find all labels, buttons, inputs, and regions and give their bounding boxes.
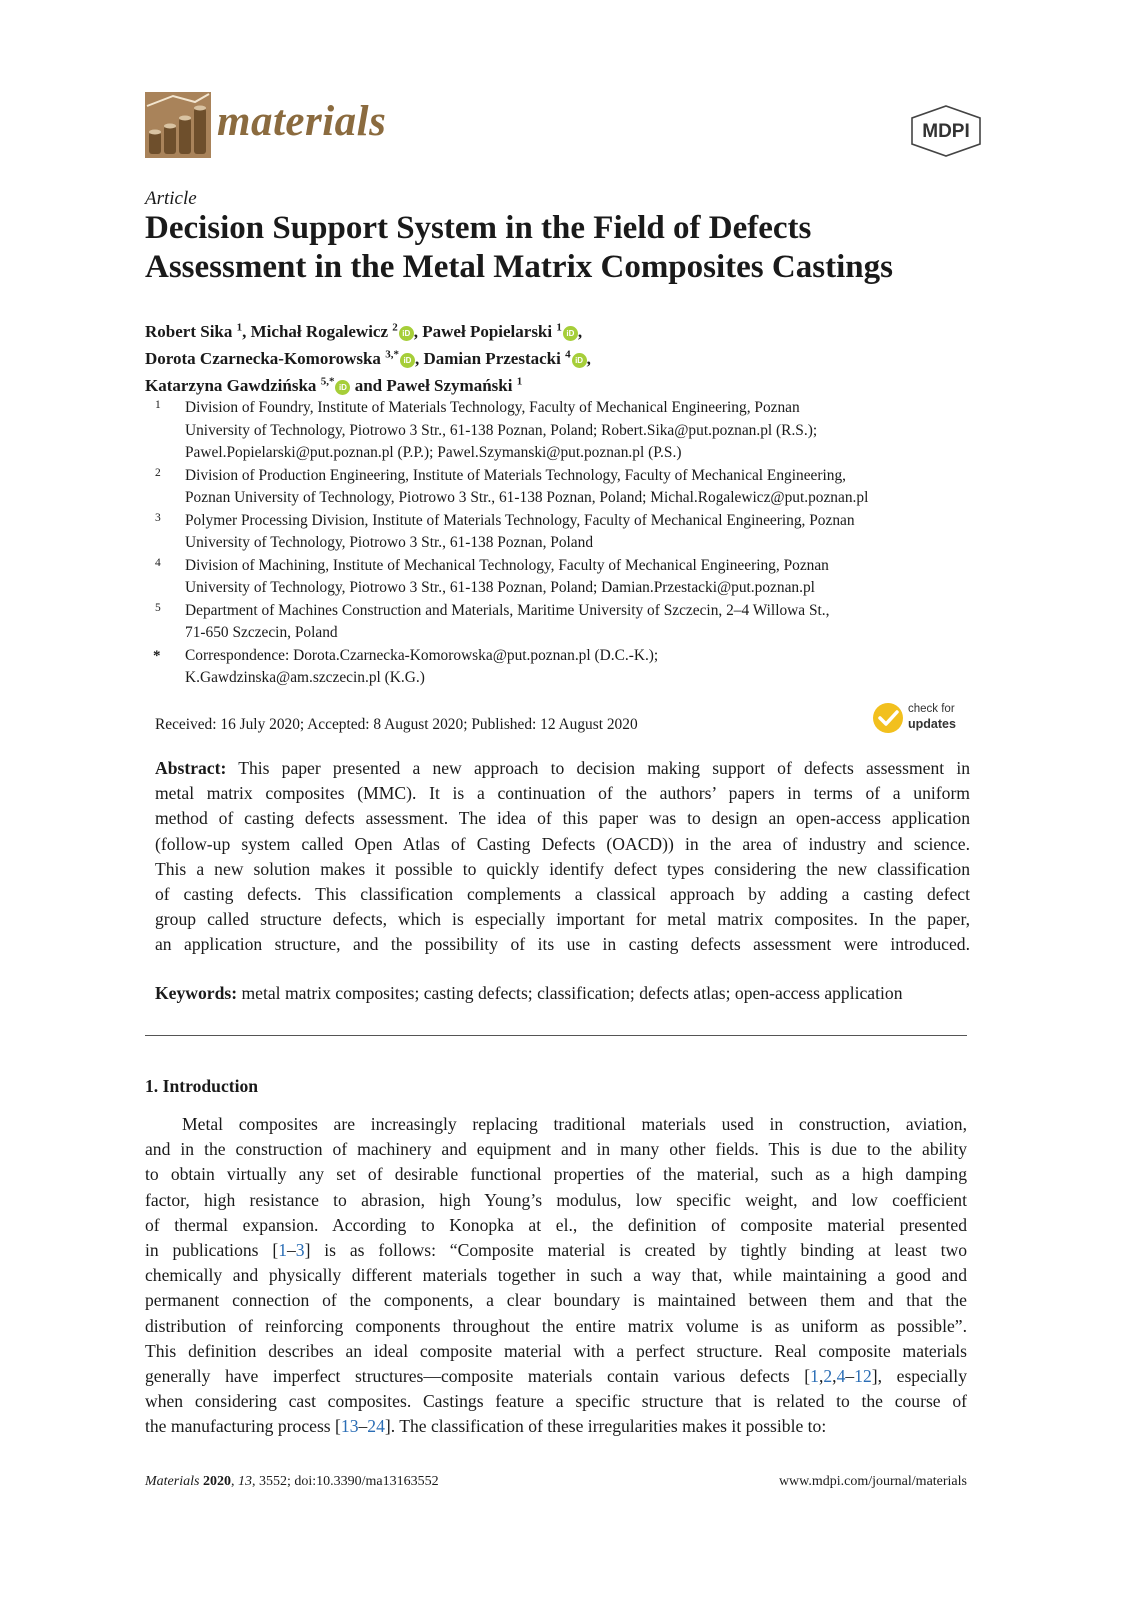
affiliation-item: 5 Department of Machines Construction and Materials, Maritime University of Szczecin, 2–4 Willowa St., 71-650 Szczecin, Poland — [150, 600, 1000, 645]
footer-citation: Materials 2020, 13, 3552; doi:10.3390/ma13163552 — [145, 1474, 439, 1489]
abstract-line: Abstract: This paper presented a new approach to decision making support of defects assessment in — [155, 758, 970, 778]
author-list — [145, 318, 1005, 399]
affiliation-item: 4 Division of Machining, Institute of Mechanical Technology, Faculty of Mechanical Engineering, Poznan University of Technology, Piotrowo 3 Str., 61-138 Poznan, Poland; Damian.Przestacki@put.poznan.pl — [150, 555, 1000, 600]
paragraph-line: chemically and physically different materials together in such a way that, while maintaining a good and — [145, 1265, 967, 1286]
affiliation-marker: 2 — [155, 466, 161, 479]
abstract — [155, 756, 970, 958]
affiliation-marker: 4 — [155, 556, 161, 569]
check-updates-label: check for — [908, 703, 955, 715]
paragraph-line: generally have imperfect structures—composite materials contain various defects [1,2,4–12], especially — [145, 1366, 967, 1387]
orcid-icon[interactable]: iD — [335, 380, 350, 395]
citation-link[interactable]: 4 — [836, 1366, 846, 1387]
author: Dorota Czarnecka-Komorowska $^{3,*}$iD — [145, 349, 415, 368]
journal-logo-icon — [145, 92, 211, 158]
abstract-line: This a new solution makes it possible to quickly identify defect types considering the new classification — [155, 858, 970, 879]
affiliation-marker: 3 — [155, 511, 161, 524]
paragraph-line: to obtain virtually any set of desirable functional properties of the material, such as a high damping — [145, 1164, 967, 1185]
paragraph-line: when considering cast composites. Castings feature a specific structure that is related to the course of — [145, 1391, 967, 1412]
orcid-icon[interactable]: iD — [400, 353, 415, 368]
abstract-line: method of casting defects assessment. The idea of this paper was to design an open-access application — [155, 808, 970, 829]
abstract-line: an application structure, and the possibility of its use in casting defects assessment were introduced. — [155, 934, 970, 955]
paper-title — [145, 209, 1005, 287]
abstract-line: metal matrix composites (MMC). It is a continuation of the authors’ papers in terms of a uniform — [155, 783, 970, 804]
citation-link[interactable]: 1 — [278, 1240, 287, 1261]
affiliation-item: 3 Polymer Processing Division, Institute of Materials Technology, Faculty of Mechanical Engineering, Poznan University of Technology, Piotrowo 3 Str., 61-138 Poznan, Poland — [150, 510, 1000, 555]
author: Katarzyna Gawdzińska $^{5,*}$iD — [145, 376, 350, 395]
abstract-line: of casting defects. This classification complements a classical approach by adding a casting defect — [155, 884, 970, 905]
citation-link[interactable]: 24 — [367, 1416, 385, 1437]
paragraph-line: and in the construction of machinery and equipment and in many other fields. This is due to the ability — [145, 1139, 967, 1160]
paragraph-line: factor, high resistance to abrasion, high Young’s modulus, low specific weight, and low coefficient — [145, 1189, 967, 1210]
citation-link[interactable]: 2 — [823, 1366, 833, 1387]
author: Damian Przestacki $^4$iD — [423, 349, 586, 368]
author: Paweł Popielarski $^1$iD — [422, 322, 578, 341]
paragraph-line: Metal composites are increasingly replacing traditional materials used in construction, aviation, — [182, 1114, 967, 1134]
journal-name: materials — [217, 98, 387, 145]
section-heading: 1. Introduction — [145, 1076, 259, 1096]
author: Michał Rogalewicz $^2$iD — [251, 322, 414, 341]
keywords-label: Keywords: — [155, 983, 238, 1003]
author-line: Dorota Czarnecka-Komorowska $^{3,*}$iD , Damian Przestacki $^4$iD , — [145, 348, 591, 368]
author: Robert Sika $^1$ — [145, 321, 243, 341]
abstract-line: group called structure defects, which is especially important for metal matrix composites. In the paper, — [155, 909, 970, 930]
paragraph-line: of thermal expansion. According to Konopka at el., the definition of composite material presented — [145, 1214, 967, 1235]
paragraph-line: in publications [1–3] is as follows: “Composite material is created by tightly binding at least two — [145, 1240, 967, 1261]
citation-link[interactable]: 12 — [854, 1366, 872, 1387]
affiliation-marker: 5 — [155, 601, 161, 614]
publisher-name: MDPI — [922, 121, 970, 142]
correspondence-item: * Correspondence: Dorota.Czarnecka-Komorowska@put.poznan.pl (D.C.-K.); K.Gawdzinska@am.szczecin.pl (K.G.) — [153, 646, 659, 686]
affiliation-marker: * — [153, 647, 161, 664]
author: Paweł Szymański $^1$ — [386, 375, 523, 395]
affiliation-item: 2 Division of Production Engineering, Institute of Materials Technology, Faculty of Mechanical Engineering, Poznan University of Technology, Piotrowo 3 Str., 61-138 Poznan, Poland; Michal.Rogalewicz@put.poznan.pl — [150, 465, 1000, 510]
affiliation-item: 1 Division of Foundry, Institute of Materials Technology, Faculty of Mechanical Engineering, Poznan University of Technology, Piotrowo 3 Str., 61-138 Poznan, Poland; Robert.Sika@put.poznan.pl (R.S.); Pawel.Popielarski@put.poznan.pl (P.P.); Pawel.Szymanski@put.poznan.pl (P.S.) — [150, 397, 1000, 465]
orcid-icon[interactable]: iD — [563, 326, 578, 341]
check-updates-label: updates — [908, 717, 956, 731]
affiliation-marker: 1 — [155, 399, 161, 411]
citation-link[interactable]: 3 — [295, 1240, 305, 1261]
paragraph-line: This definition describes an ideal composite material with a perfect structure. Real composite materials — [145, 1340, 967, 1361]
citation-link[interactable]: 13 — [340, 1416, 359, 1437]
publication-dates: Received: 16 July 2020; Accepted: 8 August 2020; Published: 12 August 2020 — [155, 716, 638, 733]
orcid-icon[interactable]: iD — [572, 353, 587, 368]
check-for-updates-button[interactable] — [872, 702, 972, 736]
introduction-body — [145, 1112, 967, 1440]
abstract-label: Abstract: — [155, 758, 227, 778]
author-line: Katarzyna Gawdzińska $^{5,*}$iD and Paweł Szymański $^1$ — [145, 375, 523, 395]
checkmark-badge-icon — [872, 702, 904, 734]
title-line: Assessment in the Metal Matrix Composites Castings — [145, 249, 893, 285]
paragraph-line: the manufacturing process [13–24]. The classification of these irregularities makes it possible to: — [145, 1416, 827, 1437]
abstract-line: (follow-up system called Open Atlas of Casting Defects (OACD)) in the area of industry and science. — [155, 833, 970, 854]
title-line: Decision Support System in the Field of Defects — [145, 210, 812, 246]
keywords-text: metal matrix composites; casting defects; classification; defects atlas; open-access application — [237, 983, 903, 1003]
article-type: Article — [145, 188, 197, 209]
citation-link[interactable]: 1 — [810, 1366, 819, 1387]
author-line: Robert Sika $^1$, Michał Rogalewicz $^2$iD , Paweł Popielarski $^1$iD , — [145, 321, 583, 341]
keywords — [155, 981, 970, 1006]
journal-url-link[interactable]: www.mdpi.com/journal/materials — [778, 1474, 967, 1489]
paragraph-line: permanent connection of the components, a clear boundary is maintained between them and that the — [145, 1290, 967, 1311]
paragraph-line: distribution of reinforcing components throughout the entire matrix volume is as uniform as possible”. — [145, 1315, 967, 1336]
orcid-icon[interactable]: iD — [399, 326, 414, 341]
affiliations — [150, 397, 1000, 690]
mdpi-hexagon-logo-icon — [904, 104, 988, 158]
section-divider — [145, 1035, 967, 1036]
